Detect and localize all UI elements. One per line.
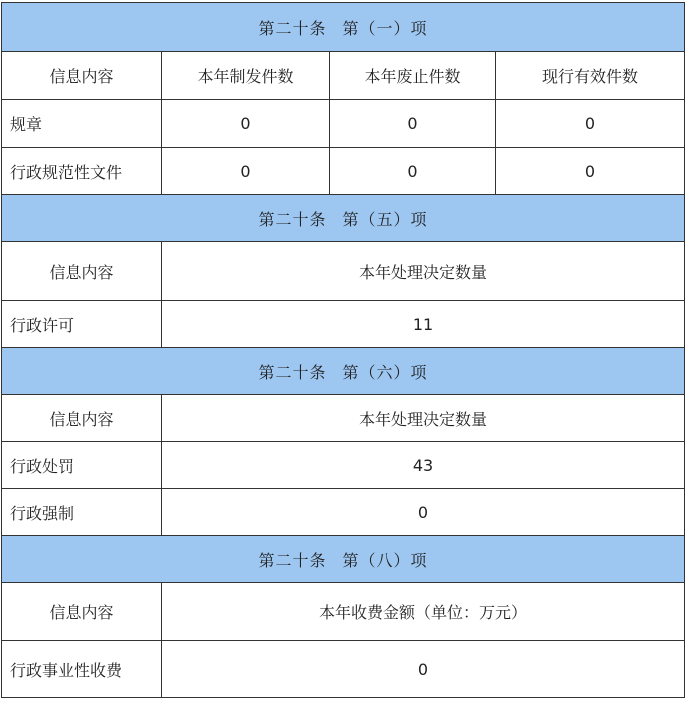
row-label: 行政强制	[2, 489, 162, 536]
table-row	[2, 641, 685, 698]
section-title: 第二十条 第（八）项	[2, 536, 685, 583]
column-header-row	[2, 52, 685, 100]
header-issued-count: 本年制发件数	[162, 52, 330, 100]
header-decision-count: 本年处理决定数量	[162, 242, 685, 301]
section-header-row	[2, 3, 685, 52]
cell-value: 0	[162, 641, 685, 698]
section-title: 第二十条 第（六）项	[2, 348, 685, 395]
header-info-content: 信息内容	[2, 52, 162, 100]
cell-value: 0	[162, 489, 685, 536]
column-header-row	[2, 242, 685, 301]
cell-value: 0	[330, 100, 496, 148]
cell-value: 0	[330, 148, 496, 195]
section-header-row	[2, 536, 685, 583]
section-title: 第二十条 第（一）项	[2, 3, 685, 52]
section-title: 第二十条 第（五）项	[2, 195, 685, 242]
header-info-content: 信息内容	[2, 395, 162, 442]
row-label: 行政规范性文件	[2, 148, 162, 195]
section-header-row	[2, 348, 685, 395]
header-repealed-count: 本年废止件数	[330, 52, 496, 100]
cell-value: 0	[496, 100, 685, 148]
table-row	[2, 100, 685, 148]
table-row	[2, 489, 685, 536]
cell-value: 11	[162, 301, 685, 348]
table-row	[2, 301, 685, 348]
row-label: 行政许可	[2, 301, 162, 348]
header-valid-count: 现行有效件数	[496, 52, 685, 100]
cell-value: 0	[162, 148, 330, 195]
table-row	[2, 442, 685, 489]
cell-value: 0	[496, 148, 685, 195]
header-fee-amount: 本年收费金额（单位：万元）	[162, 583, 685, 641]
row-label: 规章	[2, 100, 162, 148]
section-header-row	[2, 195, 685, 242]
header-info-content: 信息内容	[2, 583, 162, 641]
row-label: 行政处罚	[2, 442, 162, 489]
row-label: 行政事业性收费	[2, 641, 162, 698]
header-decision-count: 本年处理决定数量	[162, 395, 685, 442]
header-info-content: 信息内容	[2, 242, 162, 301]
cell-value: 0	[162, 100, 330, 148]
column-header-row	[2, 583, 685, 641]
cell-value: 43	[162, 442, 685, 489]
disclosure-table	[1, 2, 685, 698]
column-header-row	[2, 395, 685, 442]
table-row	[2, 148, 685, 195]
